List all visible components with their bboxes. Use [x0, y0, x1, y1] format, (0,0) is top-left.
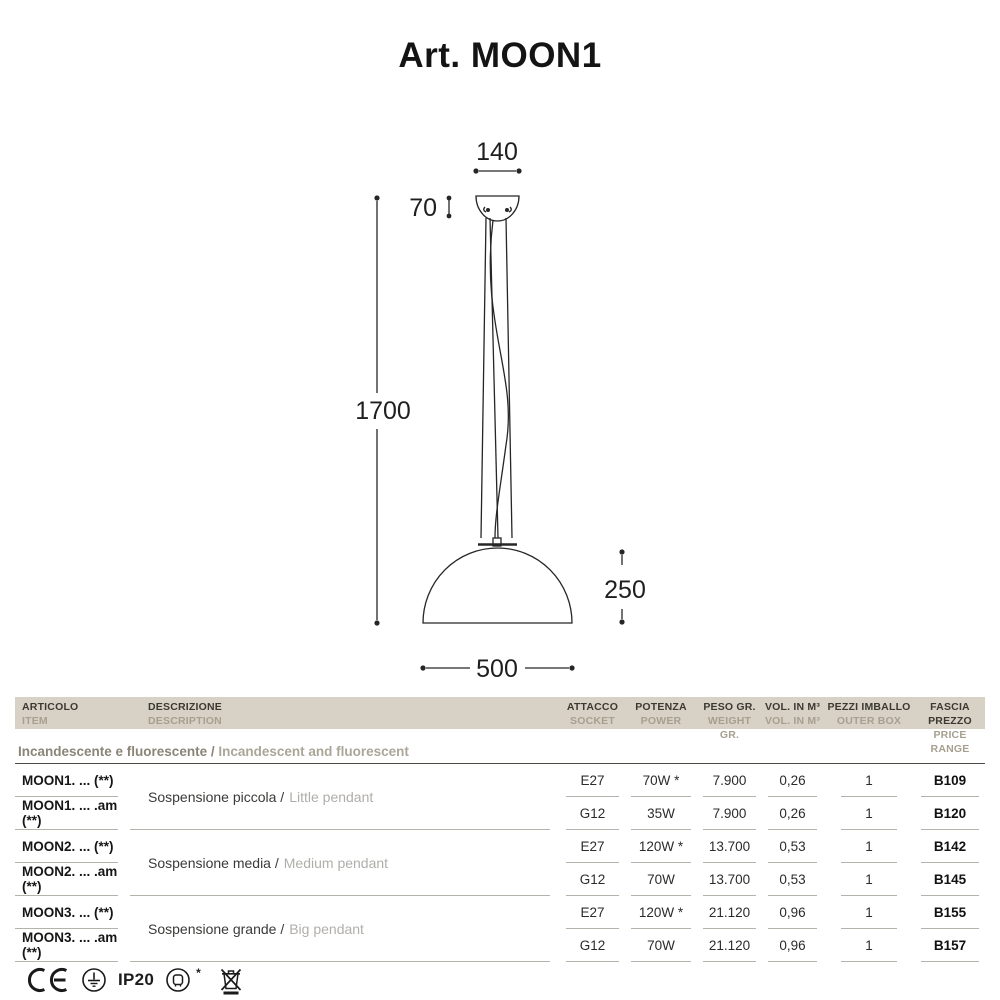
pieces-cell: 1 [841, 764, 897, 797]
cable-grip-left [484, 207, 486, 212]
header-pezzi: PEZZI IMBALLO OUTER BOX [827, 701, 911, 727]
power-cell: 70W [631, 863, 691, 896]
power-cell: 120W * [631, 830, 691, 863]
article-cell: MOON1. ... .am (**) [15, 797, 118, 830]
article-cell: MOON3. ... (**) [15, 896, 118, 929]
technical-drawing [330, 125, 670, 690]
pieces-cell: 1 [841, 830, 897, 863]
volume-cell: 0,96 [768, 929, 817, 962]
dim-label-dome-height: 250 [604, 576, 646, 604]
pendant-lamp-diagram [330, 125, 670, 690]
header-descrizione: DESCRIZIONE DESCRIPTION [148, 701, 222, 727]
socket-cell: G12 [566, 863, 619, 896]
section-header: Incandescente e fluorescente / Incandescent and fluorescent [15, 737, 985, 764]
dim-label-canopy-width: 140 [476, 138, 518, 166]
article-cell: MOON1. ... (**) [15, 764, 118, 797]
header-potenza: POTENZA POWER [635, 701, 687, 727]
pieces-cell: 1 [841, 797, 897, 830]
price-cell: B157 [921, 929, 979, 962]
header-articolo: ARTICOLO ITEM [22, 701, 79, 727]
socket-cell: E27 [566, 830, 619, 863]
socket-cell: E27 [566, 896, 619, 929]
earth-class-icon [81, 967, 107, 993]
pieces-cell: 1 [841, 896, 897, 929]
header-volume: VOL. IN M³ VOL. IN M³ [764, 701, 821, 727]
volume-cell: 0,96 [768, 896, 817, 929]
price-cell: B145 [921, 863, 979, 896]
cable-wavy [490, 220, 508, 538]
dim-label-canopy-height: 70 [409, 194, 437, 222]
socket-cell: E27 [566, 764, 619, 797]
certification-footer [28, 962, 244, 998]
cable-grip-right [509, 207, 511, 212]
description-cell: Sospensione piccola / Little pendant [130, 764, 550, 830]
volume-cell: 0,26 [768, 764, 817, 797]
spec-table [15, 697, 985, 962]
power-cell: 70W * [631, 764, 691, 797]
power-cell: 35W [631, 797, 691, 830]
weight-cell: 7.900 [703, 764, 756, 797]
header-fascia: FASCIA PREZZO PRICE RANGE [928, 701, 972, 755]
cable-middle [490, 218, 498, 538]
weight-cell: 13.700 [703, 830, 756, 863]
ce-mark-icon [28, 967, 70, 993]
weight-cell: 21.120 [703, 896, 756, 929]
article-cell: MOON2. ... .am (**) [15, 863, 118, 896]
power-cell: 120W * [631, 896, 691, 929]
volume-cell: 0,53 [768, 830, 817, 863]
volume-cell: 0,53 [768, 863, 817, 896]
price-cell: B109 [921, 764, 979, 797]
socket-cell: G12 [566, 929, 619, 962]
weight-cell: 13.700 [703, 863, 756, 896]
header-attacco: ATTACCO SOCKET [566, 701, 619, 727]
pieces-cell: 1 [841, 929, 897, 962]
weee-bin-icon [218, 965, 244, 995]
dome-shade [423, 548, 572, 623]
price-cell: B155 [921, 896, 979, 929]
dim-label-suspension-length: 1700 [355, 397, 411, 425]
header-peso: PESO GR. WEIGHT GR. [703, 701, 756, 741]
power-cell: 70W [631, 929, 691, 962]
cable-left [481, 218, 486, 538]
lamp-symbol-icon [165, 967, 191, 993]
article-cell: MOON3. ... .am (**) [15, 929, 118, 962]
footnote-asterisk: * [196, 966, 201, 980]
weight-cell: 7.900 [703, 797, 756, 830]
ip-rating: IP20 [118, 970, 155, 989]
dim-label-dome-width: 500 [476, 655, 518, 683]
cable-right [506, 218, 512, 538]
volume-cell: 0,26 [768, 797, 817, 830]
pieces-cell: 1 [841, 863, 897, 896]
article-cell: MOON2. ... (**) [15, 830, 118, 863]
canopy-shape [476, 196, 519, 221]
table-body [15, 764, 985, 962]
weight-cell: 21.120 [703, 929, 756, 962]
page-title: Art. MOON1 [398, 36, 602, 75]
price-cell: B142 [921, 830, 979, 863]
socket-cell: G12 [566, 797, 619, 830]
description-cell: Sospensione media / Medium pendant [130, 830, 550, 896]
description-cell: Sospensione grande / Big pendant [130, 896, 550, 962]
price-cell: B120 [921, 797, 979, 830]
